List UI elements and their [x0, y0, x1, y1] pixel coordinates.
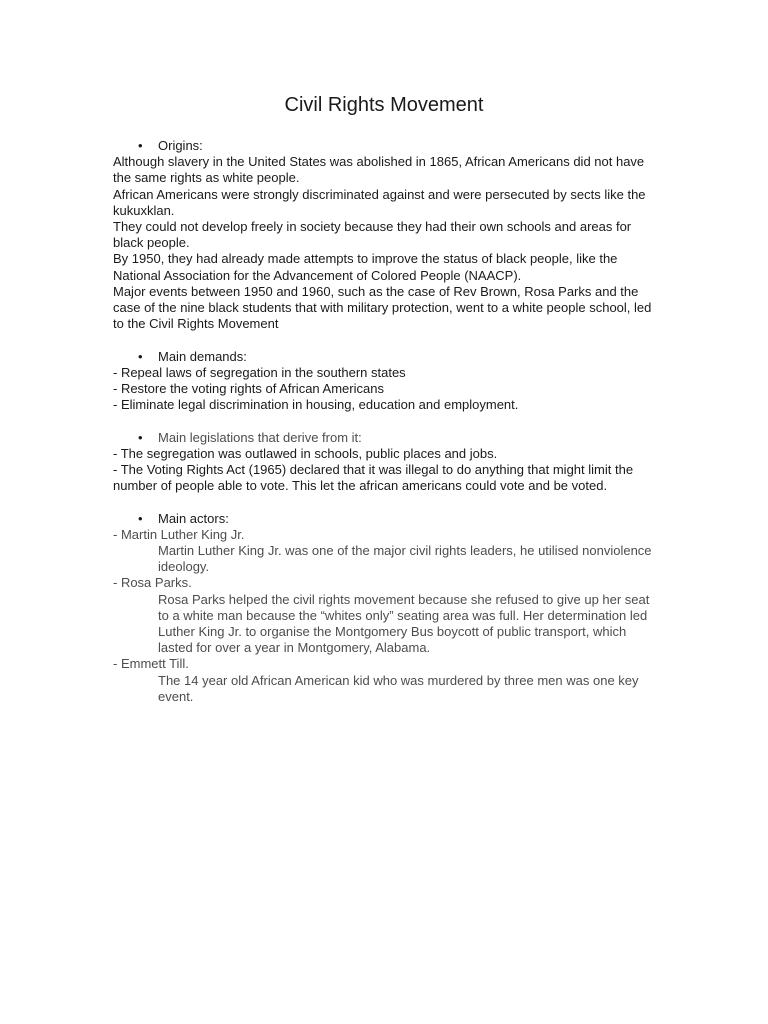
bullet-icon: • [138, 429, 143, 445]
spacer [113, 332, 658, 348]
actors-heading-text: Main actors: [158, 510, 229, 526]
origins-heading-text: Origins: [158, 138, 203, 153]
demand-item: - Repeal laws of segregation in the southern states [113, 364, 406, 380]
actor-description: Rosa Parks helped the civil rights movement because she refused to give up her seat to a white man because the “whites only” seating area was full. Her determination led Luther King Jr. to organise the Montgomery Bus boycott of public transport, which lasted for over a year in Montgomery, Alabama. [158, 591, 650, 656]
actor-name: - Rosa Parks. [113, 575, 192, 591]
actor-name: - Martin Luther King Jr. [113, 526, 245, 542]
page-title: Civil Rights Movement [284, 94, 484, 116]
origins-paragraph: By 1950, they had already made attempts to improve the status of black people, like the National Association for the Advancement of Colored People (NAACP). [113, 251, 618, 283]
document-body [113, 138, 658, 705]
origins-heading [113, 138, 658, 154]
spacer [113, 413, 658, 429]
demands-heading [113, 349, 658, 365]
origins-paragraph: Although slavery in the United States was abolished in 1865, African Americans did not have the same rights as white people. [113, 154, 645, 186]
origins-paragraph: They could not develop freely in society because they had their own schools and areas for black people. [113, 219, 632, 251]
spacer [113, 494, 658, 510]
origins-paragraph: African Americans were strongly discriminated against and were persecuted by sects like the kukuxklan. [113, 186, 646, 218]
demand-item: - Eliminate legal discrimination in housing, education and employment. [113, 397, 519, 413]
demand-item: - Restore the voting rights of African Americans [113, 381, 384, 397]
demands-heading-text: Main demands: [158, 348, 247, 364]
legislation-item: - The segregation was outlawed in schools, public places and jobs. [113, 445, 498, 461]
bullet-icon: • [138, 348, 143, 364]
legislations-heading [113, 430, 658, 446]
actor-description: Martin Luther King Jr. was one of the major civil rights leaders, he utilised nonviolence ideology. [158, 543, 652, 575]
legislations-heading-text: Main legislations that derive from it: [158, 429, 362, 445]
origins-paragraph: Major events between 1950 and 1960, such as the case of Rev Brown, Rosa Parks and the case of the nine black students that with military protection, went to a white people school, led to the Civil Rights Movement [113, 283, 652, 332]
bullet-icon: • [138, 510, 143, 526]
actor-name: - Emmett Till. [113, 656, 189, 672]
actors-heading [113, 511, 658, 527]
actor-description: The 14 year old African American kid who was murdered by three men was one key event. [158, 672, 639, 704]
legislation-item: - The Voting Rights Act (1965) declared that it was illegal to do anything that might limit the number of people able to vote. This let the african americans could vote and be voted. [113, 462, 634, 494]
bullet-icon: • [138, 138, 143, 153]
